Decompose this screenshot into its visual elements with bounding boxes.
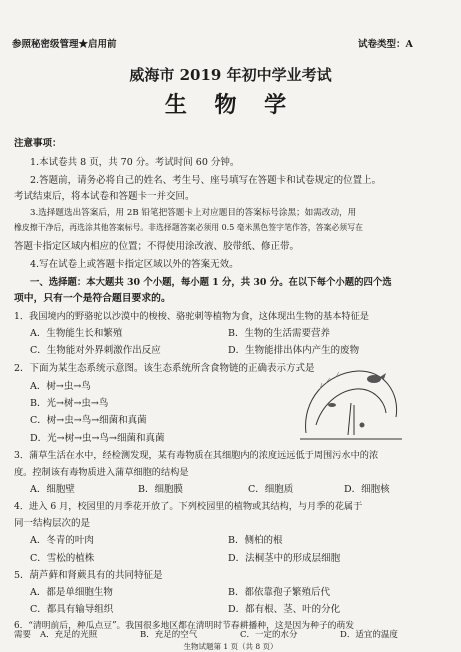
option: C．生物能对外界刺激作出反应 [30,345,161,356]
question-stem: 4．进入 6 月，校园里的月季花开放了。下列校园里的植物或其结构，与月季的花属于 [14,501,363,512]
option: A．树→虫→鸟 [30,381,91,392]
page-footer: 生物试题第 1 页（共 8 页） [183,642,278,651]
option: C．树→虫→鸟→细菌和真菌 [30,415,147,426]
option: A．细胞壁 [30,484,75,495]
fungi-icon [360,423,365,428]
section-heading-cont: 项中，只有一个是符合题目要求的。 [14,293,171,304]
option: A．冬青的叶肉 [30,535,94,546]
question-stem: 1．我国境内的野骆驼以沙漠中的梭梭、骆驼刺等植物为食，这体现出生物的基本特征是 [14,311,369,322]
option: C．雪松的植株 [30,553,95,564]
option: B．都依靠孢子繁殖后代 [228,587,330,598]
paper-type-label: 试卷类型：A [358,39,413,50]
tree-trunk [348,403,354,435]
option: A．充足的光照 [40,630,98,640]
exam-title: 威海市 2019 年初中学业考试 [129,66,332,84]
option: C．一定的水分 [240,630,298,640]
question-stem: 3．蒲草生活在水中，经检测发现，某有毒物质在其细胞内的浓度远远低于周围污水中的浓 [14,450,379,461]
option: D．细胞核 [344,484,390,495]
insect-icon [328,403,336,407]
question-stem: 6．“清明前后，种瓜点豆”。我国很多地区都在清明时节春耕播种，这是因为种子的萌发 [14,621,355,631]
note-line: 4.写在试卷上或答题卡指定区域以外的答案无效。 [30,259,239,270]
option: D．都有根、茎、叶的分化 [228,604,341,615]
note-line: 3.选择题选出答案后，用 2B 铅笔把答题卡上对应题目的答案标号涂黑；如需改动，用 [30,208,357,218]
option: D．生物能排出体内产生的废物 [228,345,360,356]
question-stem: 需要 [14,630,32,640]
option: B．生物的生活需要营养 [228,328,330,339]
option: B．充足的空气 [140,630,198,640]
section-heading: 一、选择题：本大题共 30 个小题，每小题 1 分，共 30 分。在以下每个小题的四个选 [30,277,392,288]
bird-tail [380,373,386,379]
ecosystem-diagram [296,355,406,447]
option: D．法桐茎中的形成层细胞 [228,553,341,564]
option: B．细胞膜 [138,484,183,495]
tree-canopy-outline [306,371,397,433]
question-stem: 同一结构层次的是 [14,518,91,529]
note-line: 2.答题前，请务必将自己的姓名、考生号、座号填写在答题卡和试卷规定的位置上。 [30,175,382,186]
option: D．适宜的温度 [340,630,398,640]
option: C．细胞质 [248,484,294,495]
option: A．都是单细胞生物 [30,587,113,598]
option: A．生物能生长和繁殖 [30,328,123,339]
option: B．侧柏的根 [228,535,283,546]
question-stem: 2．下面为某生态系统示意图。该生态系统所含食物链的正确表示方式是 [14,363,315,374]
option: B．光→树→虫→鸟 [30,398,109,409]
note-line: 考试结束后，将本试卷和答题卡一并交回。 [14,191,195,202]
subject-title: 生 物 学 [164,92,297,118]
question-stem: 5．葫芦藓和肾蕨具有的共同特征是 [14,570,163,581]
note-line: 橡皮擦干净后，再选涂其他答案标号。非选择题答案必须用 0.5 毫米黑色签字笔作答，答案必须写在 [14,223,363,232]
notes-heading: 注意事项： [14,138,62,149]
option: D．光→树→虫→鸟→细菌和真菌 [30,433,165,444]
option: C．都具有输导组织 [30,604,114,615]
note-line: 1.本试卷共 8 页，共 70 分。考试时间 60 分钟。 [30,157,240,168]
bird-icon [367,375,381,383]
question-stem: 度。控制该有毒物质进入蒲草细胞的结构是 [14,467,189,478]
confidential-label: 参照秘密级管理★启用前 [12,39,117,50]
note-line: 答题卡指定区域内相应的位置；不得使用涂改液、胶带纸、修正带。 [14,241,300,252]
